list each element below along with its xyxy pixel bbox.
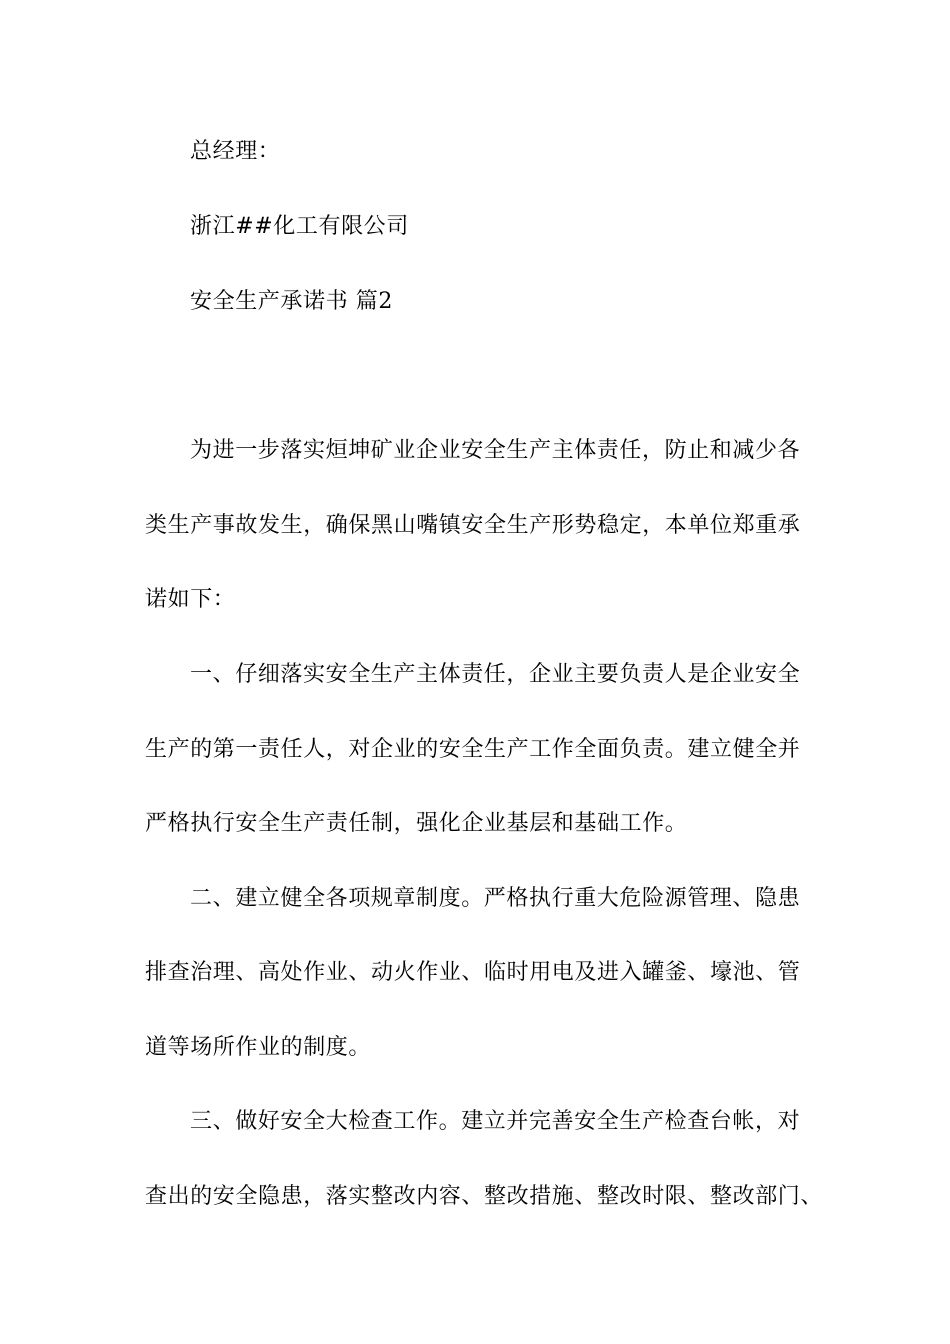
paragraph-line: 诺如下： <box>145 587 236 612</box>
paragraph-line: 生产的第一责任人，对企业的安全生产工作全面负责。建立健全并 <box>145 737 801 762</box>
paragraph-line: 三、做好安全大检查工作。建立并完善安全生产检查台帐，对 <box>190 1109 801 1134</box>
paragraph-line: 为进一步落实烜坤矿业企业安全生产主体责任，防止和减少各 <box>190 438 801 463</box>
paragraph-line: 道等场所作业的制度。 <box>145 1035 372 1060</box>
paragraph-line: 查出的安全隐患，落实整改内容、整改措施、整改时限、整改部门、 <box>145 1184 824 1209</box>
paragraph-line: 二、建立健全各项规章制度。严格执行重大危险源管理、隐患 <box>190 886 801 911</box>
paragraph-line: 类生产事故发生，确保黑山嘴镇安全生产形势稳定，本单位郑重承 <box>145 513 801 538</box>
paragraph-line: 一、仔细落实安全生产主体责任，企业主要负责人是企业安全 <box>190 662 801 687</box>
company-name: 浙江##化工有限公司 <box>190 214 409 239</box>
signature-label: 总经理： <box>190 139 281 164</box>
document-title: 安全生产承诺书 篇2 <box>190 289 393 314</box>
paragraph-line: 排查治理、高处作业、动火作业、临时用电及进入罐釜、壕池、管 <box>145 960 801 985</box>
paragraph-line: 严格执行安全生产责任制，强化企业基层和基础工作。 <box>145 811 688 836</box>
